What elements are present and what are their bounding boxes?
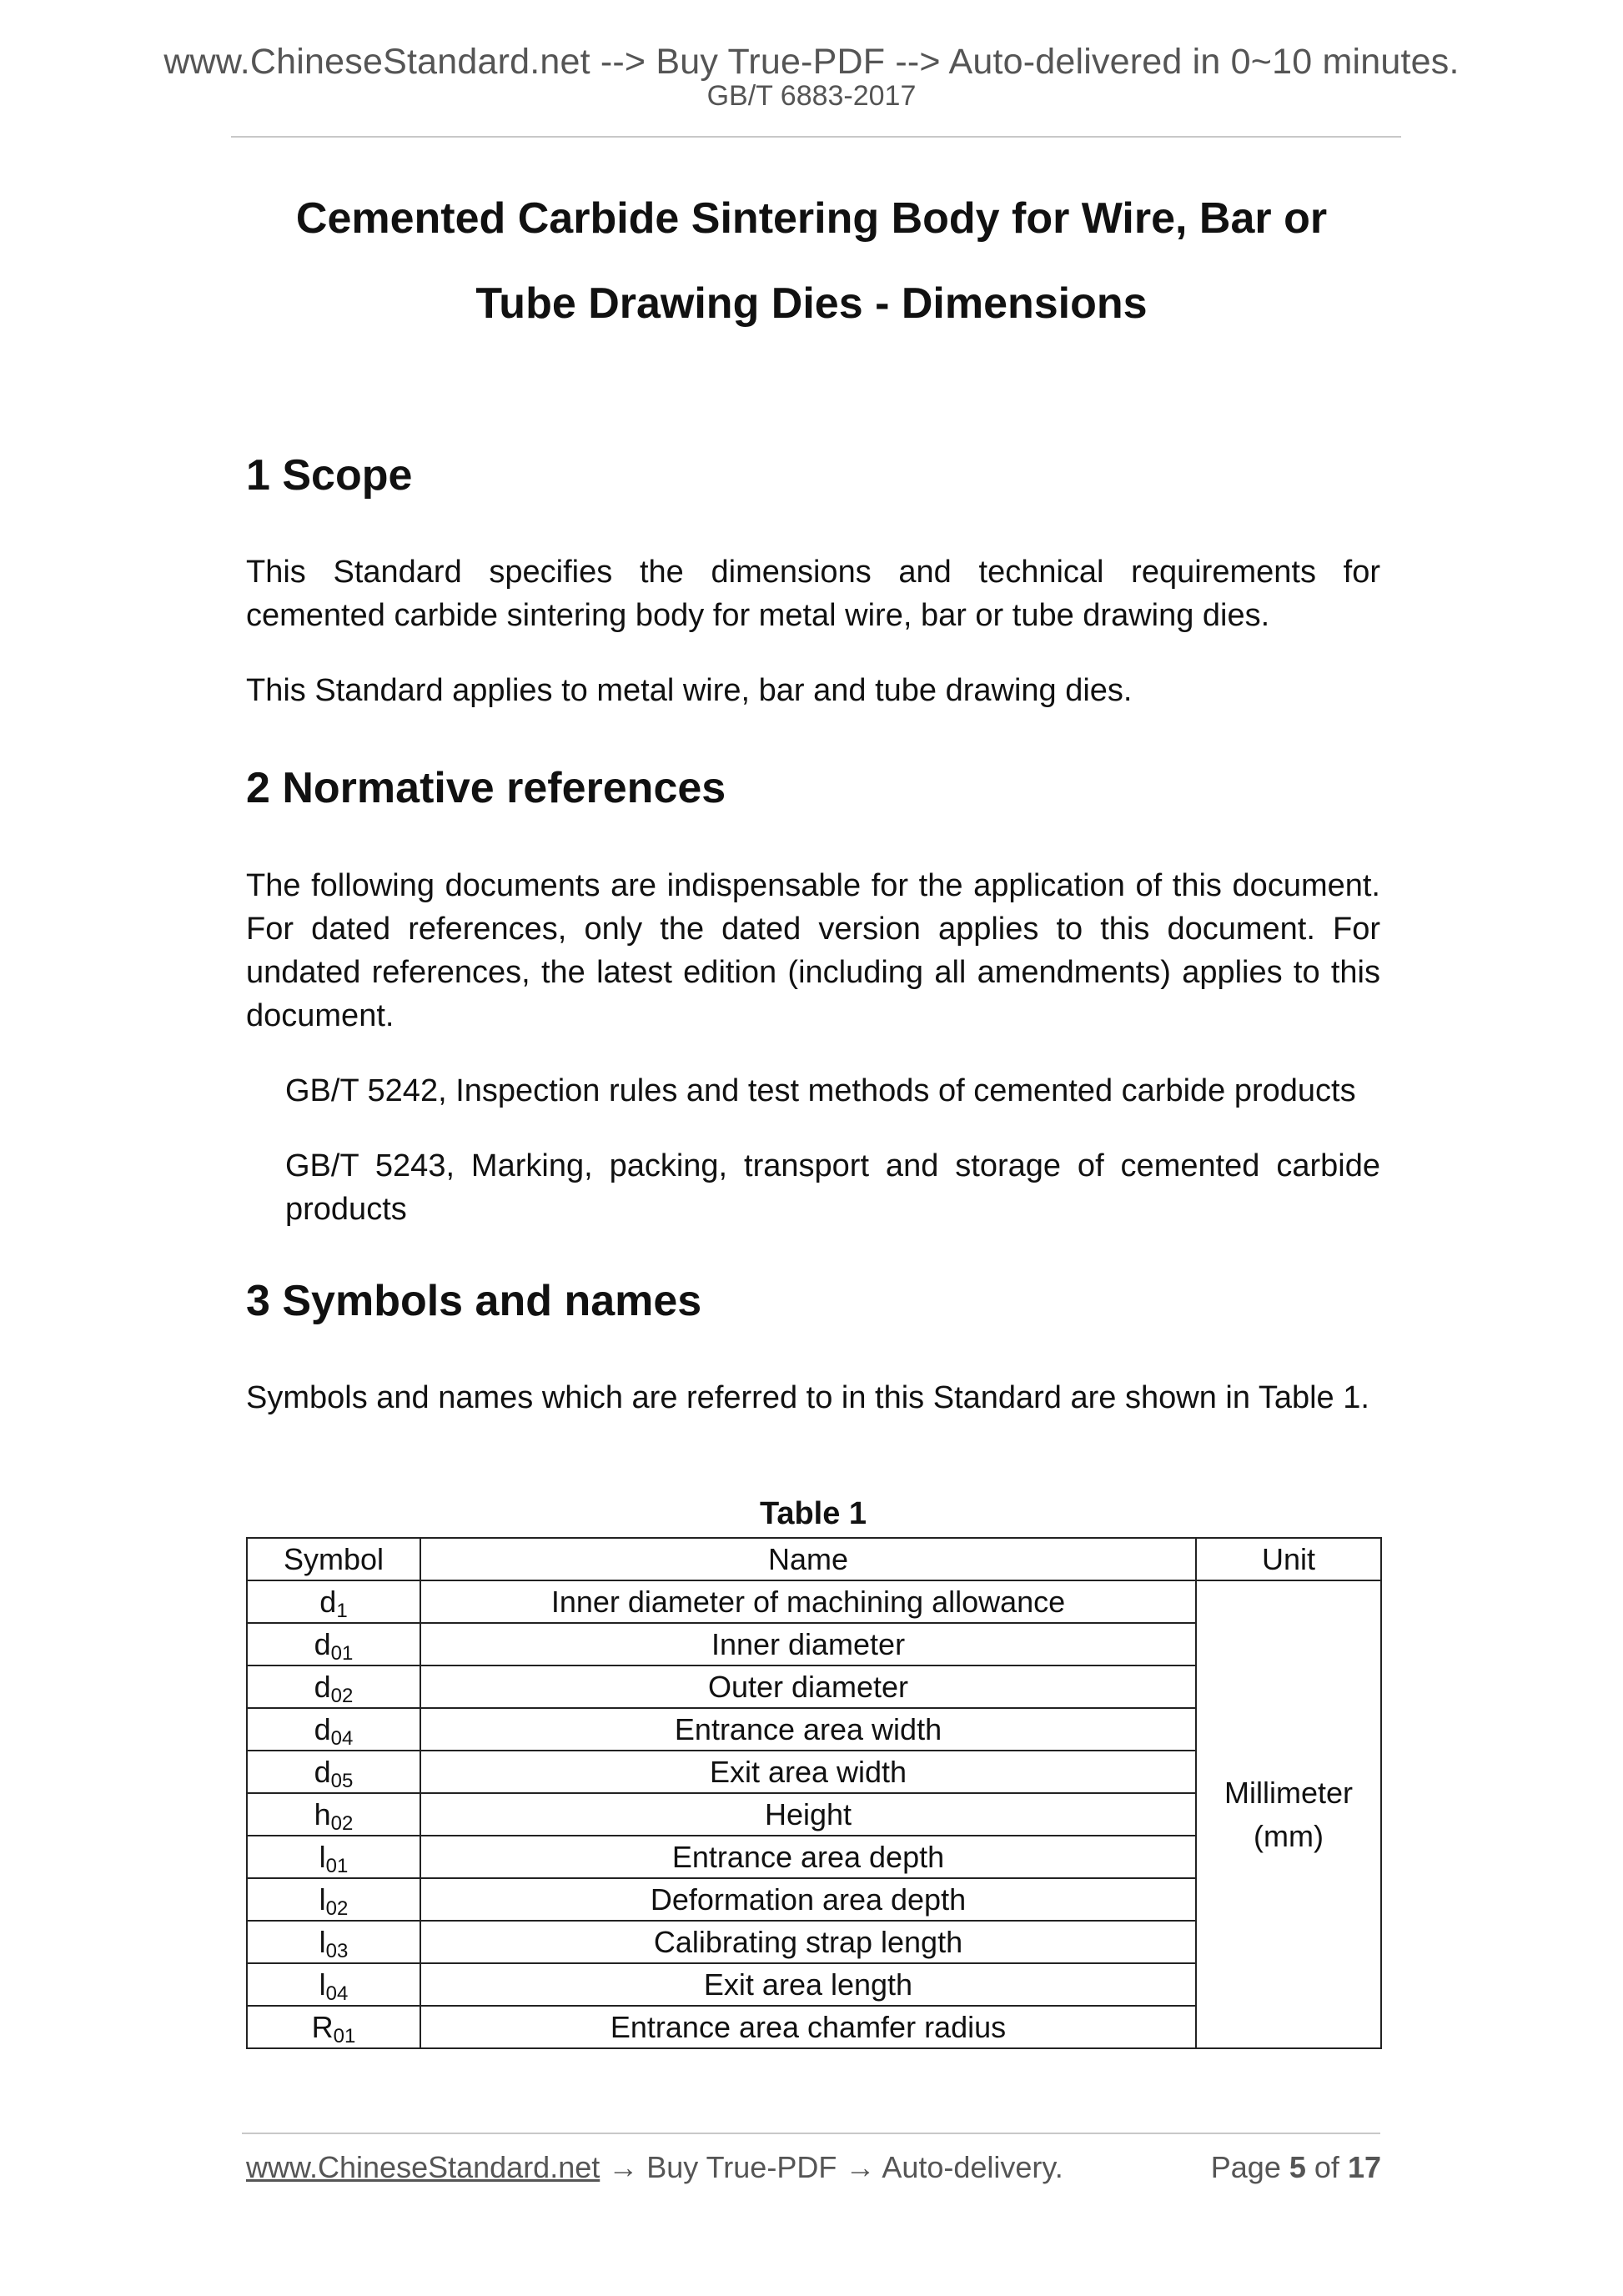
document-title-line-2: Tube Drawing Dies - Dimensions — [475, 279, 1148, 328]
column-header-unit: Unit — [1196, 1538, 1381, 1580]
page-of-label: of — [1314, 2150, 1339, 2184]
name-cell: Height — [420, 1793, 1196, 1836]
column-header-name: Name — [420, 1538, 1196, 1580]
name-cell: Exit area width — [420, 1751, 1196, 1793]
reference-item: GB/T 5242, Inspection rules and test methods of cemented carbide products — [285, 1073, 1356, 1108]
footer-website-link[interactable]: www.ChineseStandard.net — [246, 2150, 600, 2184]
page-indicator — [1211, 2150, 1381, 2185]
page-label: Page — [1210, 2150, 1281, 2184]
header-divider — [231, 136, 1401, 138]
table-row — [247, 1580, 1381, 1623]
unit-abbreviation: (mm) — [1254, 1818, 1324, 1853]
document-title-line-1: Cemented Carbide Sintering Body for Wire, Bar or — [295, 194, 1328, 243]
page-total: 17 — [1347, 2150, 1381, 2184]
name-cell: Exit area length — [420, 1963, 1196, 2006]
symbol-cell: $d_{01}$ — [247, 1623, 420, 1665]
symbols-table — [246, 1537, 1382, 2049]
reference-item: GB/T 5243, Marking, packing, transport and storage of cemented carbide products — [285, 1148, 1380, 1227]
name-cell: Entrance area depth — [420, 1836, 1196, 1878]
document-code: GB/T 6883-2017 — [706, 80, 917, 112]
name-cell: Calibrating strap length — [420, 1921, 1196, 1963]
name-cell: Deformation area depth — [420, 1878, 1196, 1921]
section-heading-scope: 1 Scope — [246, 451, 413, 500]
footer-tagline: → Buy True-PDF → Auto-delivery. — [600, 2150, 1063, 2184]
unit-cell — [1196, 1580, 1381, 2048]
table-header-row — [247, 1538, 1381, 1580]
symbol-cell: $d_{04}$ — [247, 1708, 420, 1751]
name-cell: Inner diameter — [420, 1623, 1196, 1665]
symbols-paragraph: Symbols and names which are referred to in this Standard are shown in Table 1. — [246, 1380, 1369, 1415]
symbol-cell: $d_1$ — [247, 1580, 420, 1623]
scope-paragraph-1: This Standard specifies the dimensions and technical requirements for cemented carbide sintering body for metal wire, bar or tube drawing dies. — [246, 555, 1380, 633]
name-cell: Entrance area chamfer radius — [420, 2006, 1196, 2048]
section-heading-normative-references: 2 Normative references — [246, 764, 726, 812]
symbol-cell: $d_{02}$ — [247, 1665, 420, 1708]
symbol-cell: $l_{04}$ — [247, 1963, 420, 2006]
header-banner: www.ChineseStandard.net --> Buy True-PDF --> Auto-delivered in 0~10 minutes. — [163, 42, 1460, 82]
scope-paragraph-2: This Standard applies to metal wire, bar and tube drawing dies. — [246, 673, 1133, 708]
table-caption: Table 1 — [759, 1496, 867, 1531]
footer-divider — [242, 2133, 1380, 2134]
column-header-symbol: Symbol — [247, 1538, 420, 1580]
symbol-cell: $l_{03}$ — [247, 1921, 420, 1963]
name-cell: Entrance area width — [420, 1708, 1196, 1751]
name-cell: Outer diameter — [420, 1665, 1196, 1708]
symbol-cell: $l_{02}$ — [247, 1878, 420, 1921]
page-current: 5 — [1289, 2150, 1306, 2184]
symbol-cell: $R_{01}$ — [247, 2006, 420, 2048]
footer-left — [246, 2150, 1063, 2185]
section-heading-symbols: 3 Symbols and names — [246, 1277, 702, 1325]
unit-label: Millimeter — [1224, 1775, 1353, 1810]
name-cell: Inner diameter of machining allowance — [420, 1580, 1196, 1623]
symbol-cell: $h_{02}$ — [247, 1793, 420, 1836]
normative-paragraph: The following documents are indispensable for the application of this document. For dated references, only the dated version applies to this document. For undated references, the latest edition (including all amendments) applies to this document. — [246, 868, 1380, 1033]
symbol-cell: $d_{05}$ — [247, 1751, 420, 1793]
symbol-cell: $l_{01}$ — [247, 1836, 420, 1878]
